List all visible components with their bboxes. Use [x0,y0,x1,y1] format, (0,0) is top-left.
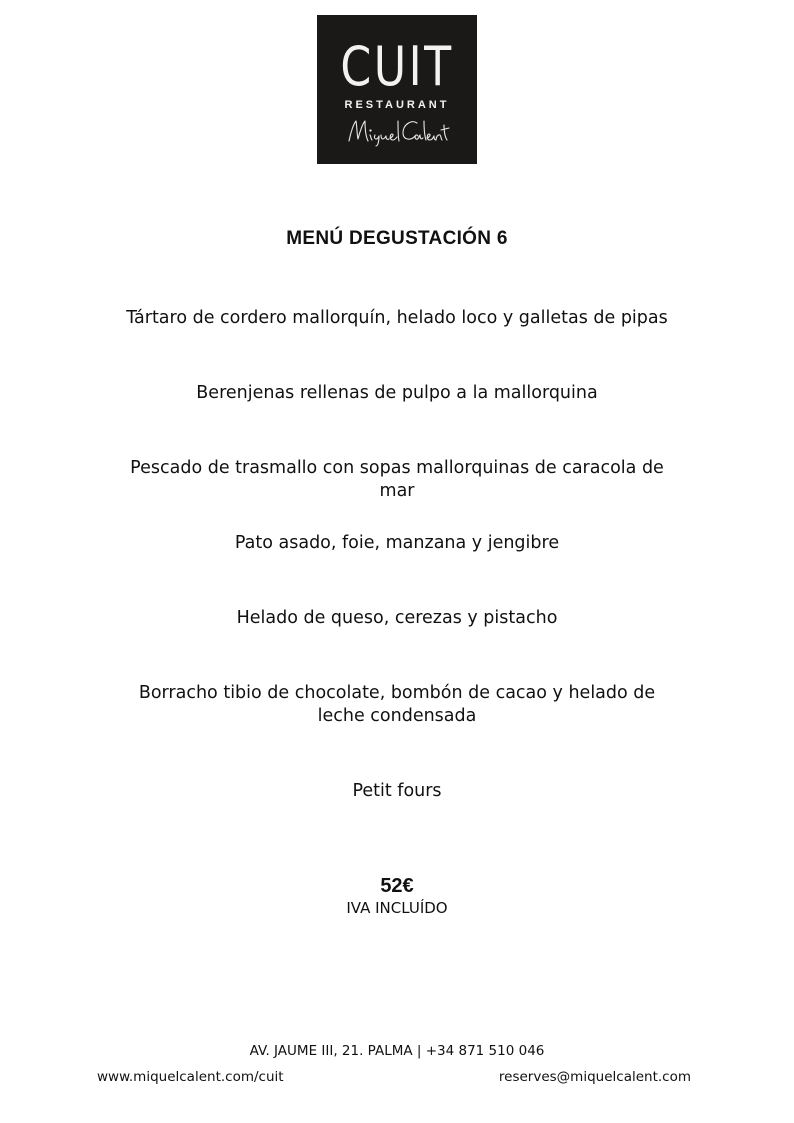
menu-dish: Borracho tibio de chocolate, bombón de cacao y helado de leche condensada [138,683,656,726]
menu-dish: Pato asado, foie, manzana y jengibre [234,533,560,553]
logo-subtitle: RESTAURANT [344,99,450,111]
menu-dish: Tártaro de cordero mallorquín, helado loco y galletas de pipas [126,308,668,328]
restaurant-logo [317,15,477,164]
footer-email-link[interactable]: reserves@miquelcalent.com [498,1069,691,1085]
menu-dish: Pescado de trasmallo con sopas mallorquinas de caracola de mar [130,458,664,501]
price-note: IVA INCLUÍDO [346,899,448,917]
signature-mark [345,113,453,147]
logo-name: CUIT [340,35,454,98]
footer-website-link[interactable]: www.miquelcalent.com/cuit [97,1069,284,1085]
menu-dish: Berenjenas rellenas de pulpo a la mallorquina [196,383,598,403]
footer-address: AV. JAUME III, 21. PALMA | +34 871 510 046 [249,1043,545,1059]
menu-dish: Petit fours [352,781,442,801]
menu-dish: Helado de queso, cerezas y pistacho [236,608,558,628]
menu-title: MENÚ DEGUSTACIÓN 6 [286,228,508,249]
menu-price: 52€ [380,875,414,897]
